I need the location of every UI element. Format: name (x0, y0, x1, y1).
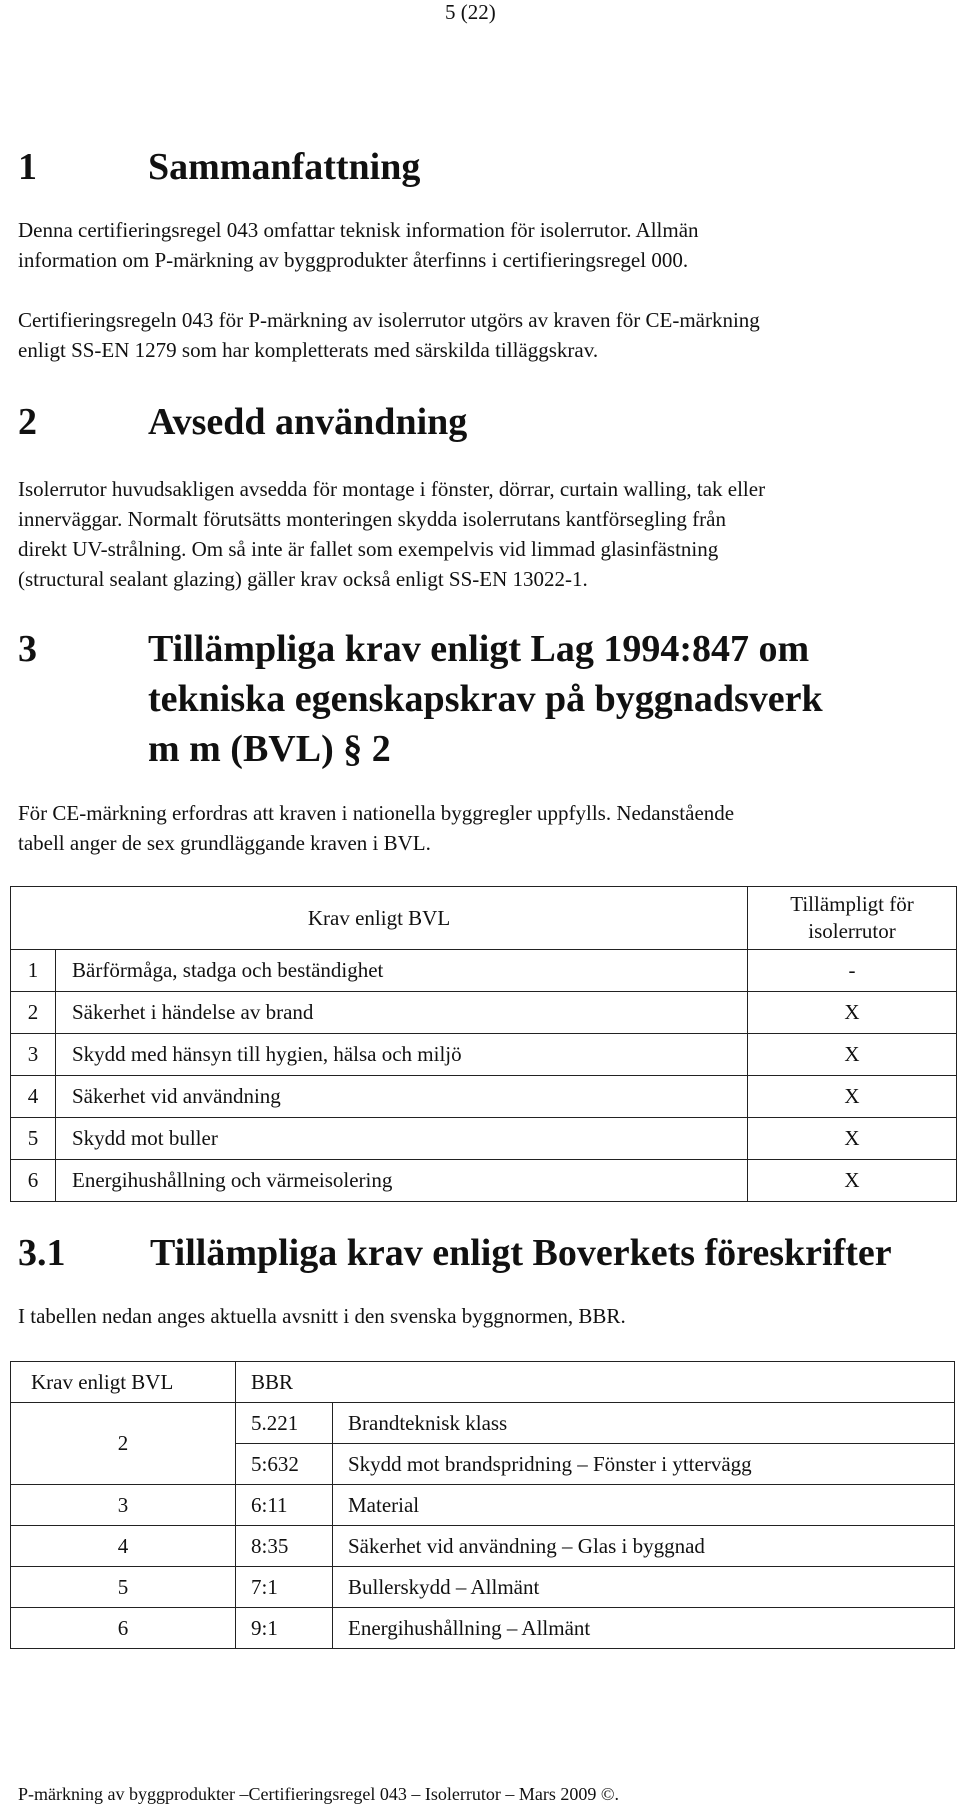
bvl-requirements-table (10, 886, 957, 1202)
row-krav: 4 (11, 1526, 236, 1567)
table-row (11, 1118, 957, 1160)
row-title: Skydd mot brandspridning – Fönster i yttervägg (333, 1444, 955, 1485)
section-3-1-title: Tillämpliga krav enligt Boverkets föreskrifter (150, 1232, 892, 1274)
row-section: 5:632 (236, 1444, 333, 1485)
row-description: Skydd med hänsyn till hygien, hälsa och miljö (56, 1034, 748, 1076)
section-3-title-line-1: Tillämpliga krav enligt Lag 1994:847 om (148, 628, 810, 670)
header-tillampligt-line-1: Tillämpligt för (790, 892, 914, 916)
row-section: 8:35 (236, 1526, 333, 1567)
row-section: 5.221 (236, 1403, 333, 1444)
text-line: Denna certifieringsregel 043 omfattar teknisk information för isolerrutor. Allmän (18, 218, 699, 242)
row-applicable: - (748, 950, 957, 992)
row-number: 3 (11, 1034, 56, 1076)
row-title: Material (333, 1485, 955, 1526)
section-3-1-paragraph (18, 1301, 948, 1331)
row-section: 7:1 (236, 1567, 333, 1608)
row-number: 5 (11, 1118, 56, 1160)
table-header-row (11, 1362, 955, 1403)
header-krav-enligt-bvl: Krav enligt BVL (11, 887, 748, 950)
section-2-title: Avsedd användning (148, 401, 468, 443)
text-line: innerväggar. Normalt förutsätts monteringen skydda isolerrutans kantförsegling från (18, 507, 726, 531)
table-row (11, 1567, 955, 1608)
row-title: Brandteknisk klass (333, 1403, 955, 1444)
text-line: (structural sealant glazing) gäller krav också enligt SS-EN 13022-1. (18, 567, 588, 591)
header-bbr: BBR (236, 1362, 955, 1403)
row-title: Energihushållning – Allmänt (333, 1608, 955, 1649)
section-3-title-line-3: m m (BVL) § 2 (148, 728, 391, 770)
table-header-row (11, 887, 957, 950)
row-krav: 5 (11, 1567, 236, 1608)
row-description: Säkerhet i händelse av brand (56, 992, 748, 1034)
section-3-paragraph (18, 798, 948, 858)
section-1-title: Sammanfattning (148, 146, 421, 188)
row-number: 2 (11, 992, 56, 1034)
row-section: 9:1 (236, 1608, 333, 1649)
table-row (11, 1076, 957, 1118)
bbr-sections-table (10, 1361, 955, 1649)
page-footer: P-märkning av byggprodukter –Certifieringsregel 043 – Isolerrutor – Mars 2009 ©. (18, 1784, 620, 1804)
text-line: För CE-märkning erfordras att kraven i nationella byggregler uppfylls. Nedanstående (18, 801, 735, 825)
table-row (11, 1403, 955, 1444)
table-row (11, 1034, 957, 1076)
table-row (11, 1160, 957, 1202)
section-2-paragraph (18, 474, 948, 594)
row-number: 6 (11, 1160, 56, 1202)
header-tillampligt (748, 887, 957, 950)
row-description: Bärförmåga, stadga och beständighet (56, 950, 748, 992)
table-row (11, 1485, 955, 1526)
row-description: Skydd mot buller (56, 1118, 748, 1160)
section-1-paragraph-2 (18, 305, 948, 365)
section-3-title-line-2: tekniska egenskapskrav på byggnadsverk (148, 678, 823, 720)
text-line: Isolerrutor huvudsakligen avsedda för montage i fönster, dörrar, curtain walling, tak eller (18, 477, 766, 501)
row-title: Säkerhet vid användning – Glas i byggnad (333, 1526, 955, 1567)
table-row (11, 1526, 955, 1567)
row-applicable: X (748, 1034, 957, 1076)
header-tillampligt-line-2: isolerrutor (808, 919, 896, 943)
text-line: information om P-märkning av byggprodukter återfinns i certifieringsregel 000. (18, 248, 689, 272)
row-description: Energihushållning och värmeisolering (56, 1160, 748, 1202)
section-1-number: 1 (18, 146, 37, 188)
row-krav: 6 (11, 1608, 236, 1649)
section-2-number: 2 (18, 401, 37, 443)
page-number: 5 (22) (445, 0, 496, 24)
section-3-number: 3 (18, 628, 37, 670)
row-description: Säkerhet vid användning (56, 1076, 748, 1118)
row-section: 6:11 (236, 1485, 333, 1526)
text-line: I tabellen nedan anges aktuella avsnitt i den svenska byggnormen, BBR. (18, 1304, 626, 1328)
section-1-paragraph-1 (18, 215, 948, 275)
row-krav: 2 (11, 1403, 236, 1485)
text-line: Certifieringsregeln 043 för P-märkning av isolerrutor utgörs av kraven för CE-märkning (18, 308, 760, 332)
row-applicable: X (748, 992, 957, 1034)
table-row (11, 992, 957, 1034)
row-title: Bullerskydd – Allmänt (333, 1567, 955, 1608)
table-row (11, 1608, 955, 1649)
text-line: direkt UV-strålning. Om så inte är fallet som exempelvis vid limmad glasinfästning (18, 537, 719, 561)
row-applicable: X (748, 1076, 957, 1118)
section-3-1-number: 3.1 (18, 1232, 66, 1274)
row-applicable: X (748, 1118, 957, 1160)
text-line: tabell anger de sex grundläggande kraven i BVL. (18, 831, 431, 855)
row-krav: 3 (11, 1485, 236, 1526)
row-number: 1 (11, 950, 56, 992)
text-line: enligt SS-EN 1279 som har kompletterats med särskilda tilläggskrav. (18, 338, 599, 362)
header-krav-enligt-bvl: Krav enligt BVL (11, 1362, 236, 1403)
row-number: 4 (11, 1076, 56, 1118)
row-applicable: X (748, 1160, 957, 1202)
table-row (11, 950, 957, 992)
